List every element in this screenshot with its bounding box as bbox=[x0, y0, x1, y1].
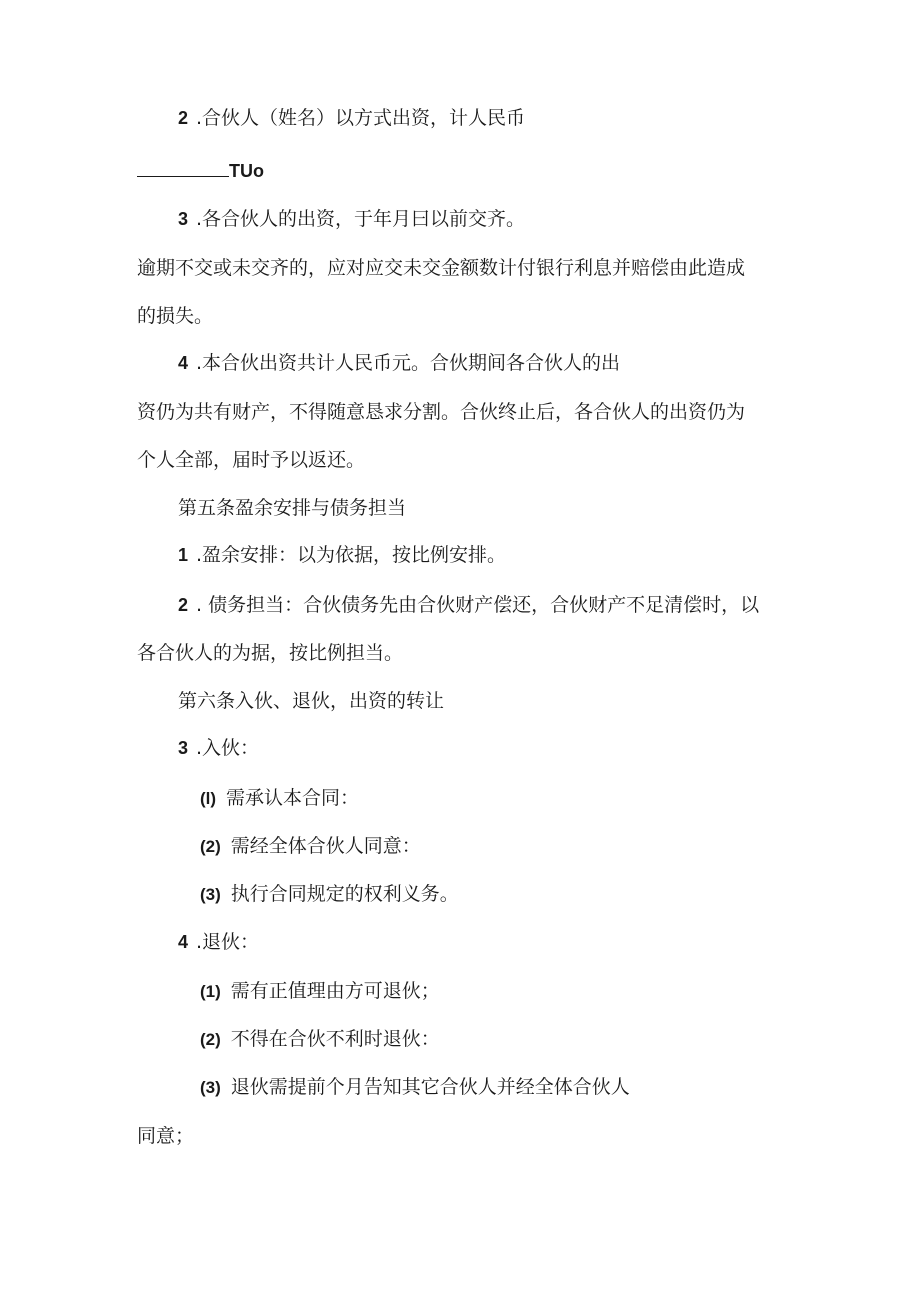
sub-item-text: 执行合同规定的权利义务。 bbox=[230, 883, 459, 905]
body-line bbox=[137, 303, 213, 329]
sub-item-text: 需有正值理由方可退伙； bbox=[230, 980, 440, 1002]
clause-text: .盈余安排：以为依据，按比例安排。 bbox=[196, 544, 507, 566]
sub-item-number: (2) bbox=[200, 837, 221, 856]
sub-item bbox=[200, 833, 421, 860]
clause-number: 4 bbox=[178, 353, 189, 373]
section-heading-text: 第六条入伙、退伙，出资的转让 bbox=[178, 690, 445, 712]
clause-number: 2 bbox=[178, 108, 189, 128]
body-text: 同意； bbox=[137, 1125, 195, 1147]
sub-item-text: 需经全体合伙人同意： bbox=[230, 835, 421, 857]
fill-in-blank bbox=[137, 158, 229, 177]
clause-number: 3 bbox=[178, 738, 189, 758]
clause-number: 2 bbox=[178, 595, 189, 615]
body-text: 资仍为共有财产，不得随意恳求分割。合伙终止后，各合伙人的出资仍为 bbox=[137, 401, 746, 423]
clause-line bbox=[178, 350, 620, 376]
sub-item-number: (2) bbox=[200, 1030, 221, 1049]
body-line bbox=[137, 640, 403, 666]
clause-text: .各合伙人的出资，于年月曰以前交齐。 bbox=[196, 208, 526, 230]
body-line bbox=[137, 447, 365, 473]
clause-text: . 债务担当：合伙债务先由合伙财产偿还，合伙财产不足清偿时，以 bbox=[196, 594, 760, 616]
sub-item-number: (1) bbox=[200, 982, 221, 1001]
section-heading-text: 第五条盈余安排与债务担当 bbox=[178, 497, 407, 519]
body-text: 的损失。 bbox=[137, 305, 214, 327]
sub-item-number: (3) bbox=[200, 1078, 221, 1097]
sub-item bbox=[200, 1074, 630, 1101]
sub-item bbox=[200, 881, 459, 908]
clause-line bbox=[178, 542, 506, 568]
sub-item-number: (3) bbox=[200, 885, 221, 904]
clause-line bbox=[178, 592, 759, 618]
clause-number: 3 bbox=[178, 209, 189, 229]
sub-item-text: 需承认本合同： bbox=[226, 787, 360, 809]
body-text: 逾期不交或未交齐的，应对应交未交金额数计付银行利息并赔偿由此造成 bbox=[137, 257, 746, 279]
section-heading bbox=[178, 688, 444, 714]
clause-number: 1 bbox=[178, 545, 189, 565]
sub-item bbox=[200, 785, 359, 812]
clause-line bbox=[178, 929, 259, 955]
clause-number: 4 bbox=[178, 932, 189, 952]
body-text: 个人全部，届时予以返还。 bbox=[137, 449, 366, 471]
sub-item bbox=[200, 978, 440, 1005]
sub-item bbox=[200, 1026, 440, 1053]
sub-item-number: (l) bbox=[200, 789, 217, 808]
body-text: 各合伙人的为据，按比例担当。 bbox=[137, 642, 404, 664]
clause-line bbox=[178, 105, 525, 131]
section-heading bbox=[178, 495, 406, 521]
clause-text: .退伙： bbox=[196, 931, 260, 953]
sub-item-text: 退伙需提前个月告知其它合伙人并经全体合伙人 bbox=[230, 1076, 630, 1098]
sub-item-text: 不得在合伙不利时退伙： bbox=[230, 1028, 440, 1050]
clause-text: .入伙： bbox=[196, 737, 260, 759]
blank-suffix: TUo bbox=[229, 161, 264, 181]
clause-line bbox=[178, 206, 525, 232]
body-line bbox=[137, 1123, 194, 1149]
blank-line bbox=[137, 158, 264, 184]
clause-line bbox=[178, 735, 259, 761]
body-line bbox=[137, 255, 745, 281]
body-line bbox=[137, 399, 745, 425]
clause-text: .合伙人（姓名）以方式出资，计人民币 bbox=[196, 107, 526, 129]
clause-text: .本合伙出资共计人民币元。合伙期间各合伙人的出 bbox=[196, 352, 621, 374]
